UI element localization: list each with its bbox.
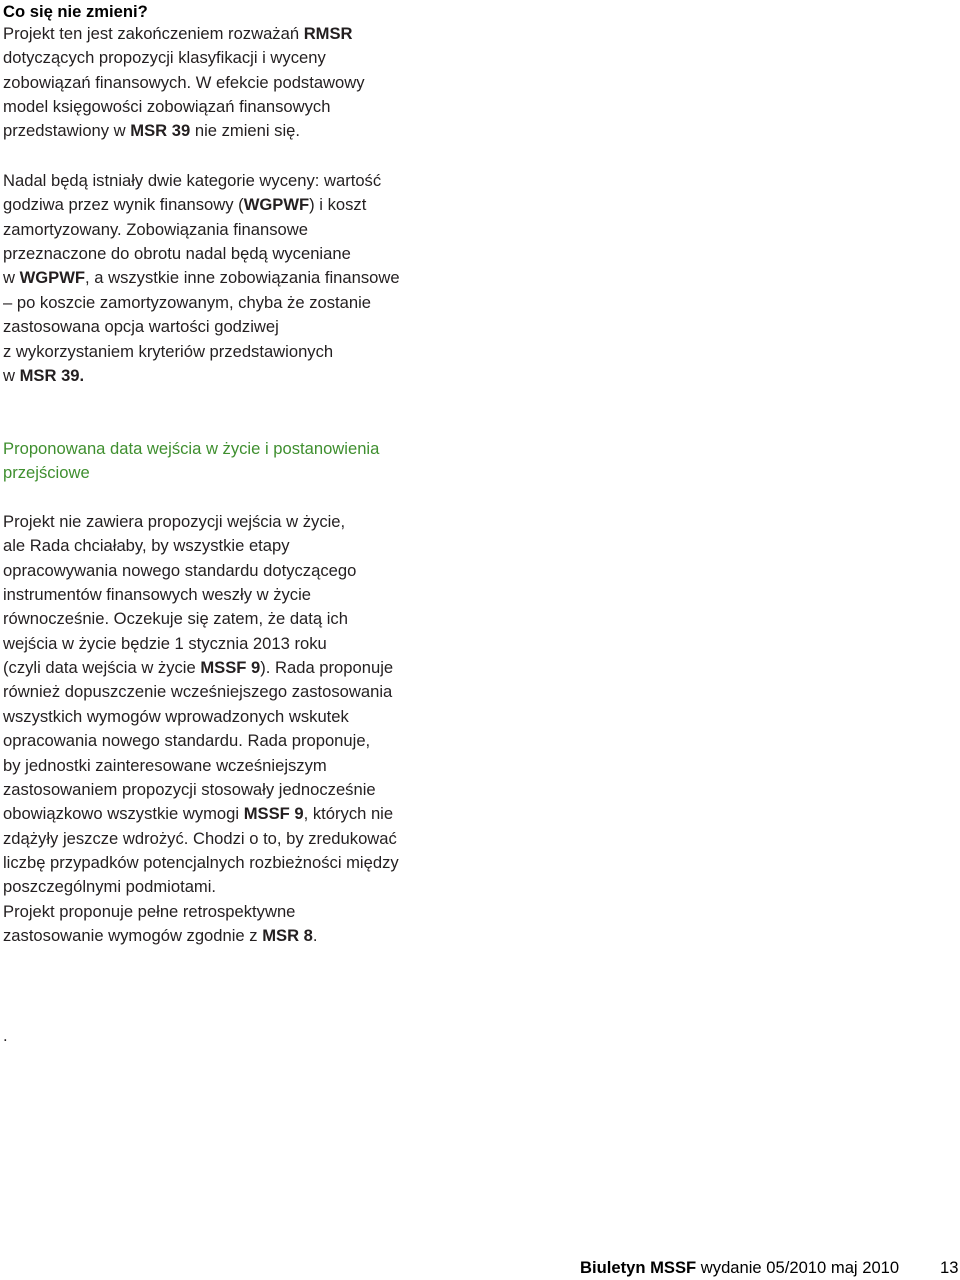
paragraph-line: w WGPWF, a wszystkie inne zobowiązania finansowe <box>3 268 400 287</box>
trailing-dot: . <box>3 1026 8 1045</box>
paragraph-line: również dopuszczenie wcześniejszego zastosowania <box>3 682 393 701</box>
paragraph-line: dotyczących propozycji klasyfikacji i wyceny <box>3 48 326 67</box>
section-heading: Proponowana data wejścia w życie i postanowienia <box>3 439 380 458</box>
paragraph-line: przedstawiony w MSR 39 nie zmieni się. <box>3 121 300 140</box>
paragraph-line: poszczególnymi podmiotami. <box>3 877 217 896</box>
section-heading: przejściowe <box>3 463 90 482</box>
paragraph-line: w MSR 39. <box>3 366 85 385</box>
paragraph-line: by jednostki zainteresowane wcześniejszym <box>3 756 327 775</box>
paragraph-line: (czyli data wejścia w życie MSSF 9). Rada proponuje <box>3 658 394 677</box>
paragraph-line: wszystkich wymogów wprowadzonych wskutek <box>3 707 349 726</box>
paragraph-line: zastosowana opcja wartości godziwej <box>3 317 279 336</box>
section-heading: Co się nie zmieni? <box>3 2 148 21</box>
paragraph-line: zastosowaniem propozycji stosowały jednocześnie <box>3 780 376 799</box>
paragraph-line: Projekt ten jest zakończeniem rozważań RMSR <box>3 24 353 43</box>
paragraph-line: liczbę przypadków potencjalnych rozbieżności między <box>3 853 399 872</box>
paragraph-line: zdążyły jeszcze wdrożyć. Chodzi o to, by zredukować <box>3 829 397 848</box>
paragraph-line: opracowywania nowego standardu dotyczącego <box>3 561 357 580</box>
paragraph-line: instrumentów finansowych weszły w życie <box>3 585 312 604</box>
paragraph-line: z wykorzystaniem kryteriów przedstawionych <box>3 342 334 361</box>
paragraph-line: Nadal będą istniały dwie kategorie wyceny: wartość <box>3 171 382 190</box>
footer <box>580 1256 899 1280</box>
edition-info: wydanie 05/2010 maj 2010 <box>696 1258 900 1277</box>
paragraph-line: godziwa przez wynik finansowy (WGPWF) i koszt <box>3 195 367 214</box>
paragraph-line: zastosowanie wymogów zgodnie z MSR 8. <box>3 926 318 945</box>
paragraph-line: Projekt proponuje pełne retrospektywne <box>3 902 296 921</box>
paragraph-line: – po koszcie zamortyzowanym, chyba że zostanie <box>3 293 371 312</box>
page-number: 13 <box>940 1258 959 1277</box>
paragraph-line: przeznaczone do obrotu nadal będą wyceniane <box>3 244 351 263</box>
paragraph-line: wejścia w życie będzie 1 stycznia 2013 roku <box>3 634 327 653</box>
paragraph-line: zamortyzowany. Zobowiązania finansowe <box>3 220 308 239</box>
paragraph-line: ale Rada chciałaby, by wszystkie etapy <box>3 536 290 555</box>
publication-name: Biuletyn MSSF <box>580 1258 697 1277</box>
paragraph-line: opracowania nowego standardu. Rada proponuje, <box>3 731 371 750</box>
paragraph-line: obowiązkowo wszystkie wymogi MSSF 9, których nie <box>3 804 394 823</box>
paragraph-line: Projekt nie zawiera propozycji wejścia w życie, <box>3 512 346 531</box>
paragraph-line: zobowiązań finansowych. W efekcie podstawowy <box>3 73 365 92</box>
paragraph-line: model księgowości zobowiązań finansowych <box>3 97 331 116</box>
paragraph-line: równocześnie. Oczekuje się zatem, że datą ich <box>3 609 348 628</box>
